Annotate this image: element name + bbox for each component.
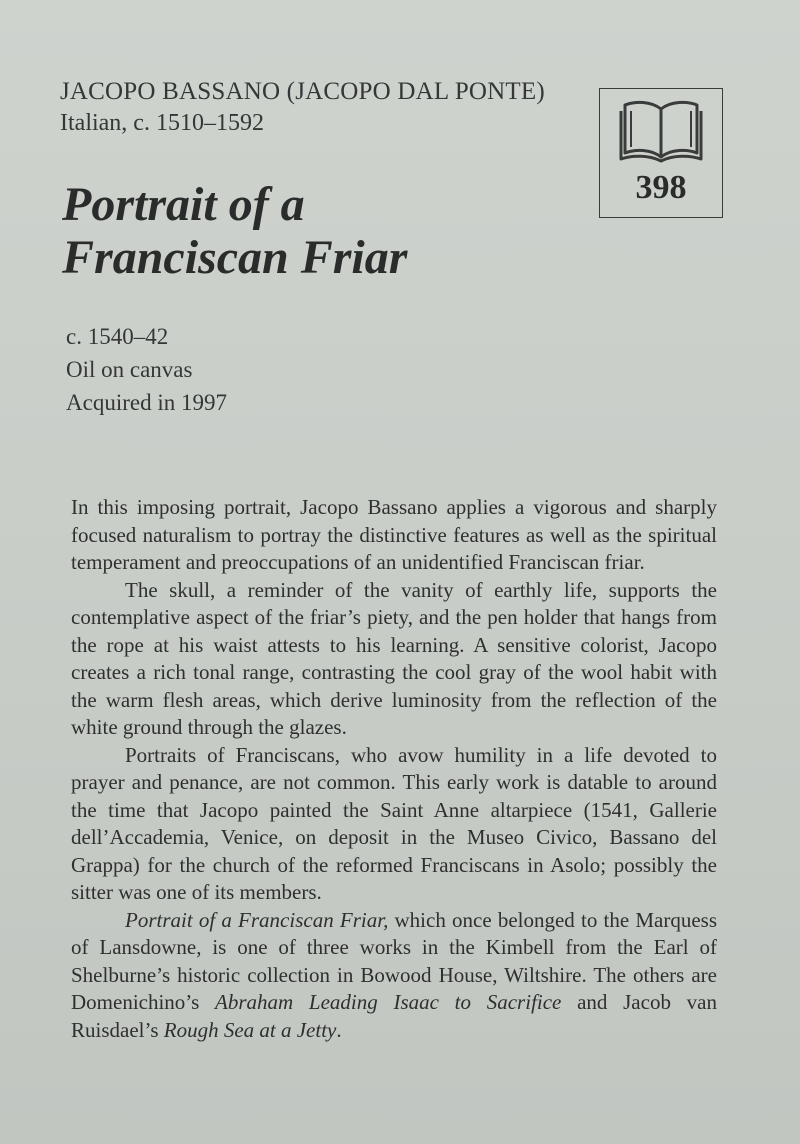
label-description bbox=[71, 494, 717, 1044]
paragraph-3: Portraits of Franciscans, who avow humility in a life devoted to prayer and penance, are not common. This early work is datable to around the time that Jacopo painted the Saint Anne altarpiece (1541, Gallerie dell’Accademia, Venice, on deposit in the Museo Civico, Bassano del Grappa) for the church of the reformed Franciscans in Asolo; possibly the sitter was one of its members. bbox=[71, 742, 717, 904]
artist-name: JACOPO BASSANO (JACOPO DAL PONTE) bbox=[60, 78, 545, 105]
audio-guide-number: 398 bbox=[635, 169, 687, 206]
open-book-icon bbox=[617, 97, 705, 163]
artwork-title-line-1: Portrait of a bbox=[62, 178, 305, 231]
artwork-title bbox=[62, 178, 407, 284]
artwork-acquisition: Acquired in 1997 bbox=[66, 390, 227, 415]
artwork-details bbox=[66, 320, 227, 419]
paragraph-1: In this imposing portrait, Jacopo Bassano applies a vigorous and sharply focused naturalism to portray the distinctive features as well as the spiritual temperament and preoccupations of an unidentified Franciscan friar. bbox=[71, 495, 717, 574]
artwork-medium: Oil on canvas bbox=[66, 357, 193, 382]
paragraph-4 bbox=[71, 907, 717, 1045]
paragraph-2: The skull, a reminder of the vanity of earthly life, supports the contemplative aspect of the friar’s piety, and the pen holder that hangs from the rope at his waist attests to his learning. A sensitive colorist, Jacopo creates a rich tonal range, contrasting the cool gray of the wool habit with the warm flesh areas, which derive luminosity from the reflection of the white ground through the glazes. bbox=[71, 577, 717, 739]
artist-nationality-dates: Italian, c. 1510–1592 bbox=[60, 110, 264, 136]
paragraph-4-end: . bbox=[336, 1017, 342, 1042]
title-reference: Portrait of a Franciscan Friar, bbox=[125, 907, 389, 932]
related-work-2: Rough Sea at a Jetty bbox=[163, 1017, 337, 1042]
audio-guide-badge bbox=[599, 88, 723, 218]
artwork-date: c. 1540–42 bbox=[66, 324, 169, 349]
artwork-title-line-2: Franciscan Friar bbox=[62, 231, 408, 284]
paragraph-4-text-2: and Jacob van Ruisdael’s bbox=[71, 990, 717, 1042]
related-work-1: Abraham Leading Isaac to Sacrifice bbox=[215, 990, 562, 1014]
paragraph-4-text-1: which once belonged to the Marquess of Lansdowne, is one of three works in the Kimbell from the Earl of Shelburne’s historic collection in Bowood House, Wiltshire. The others are Domenichino’s bbox=[71, 907, 717, 1014]
